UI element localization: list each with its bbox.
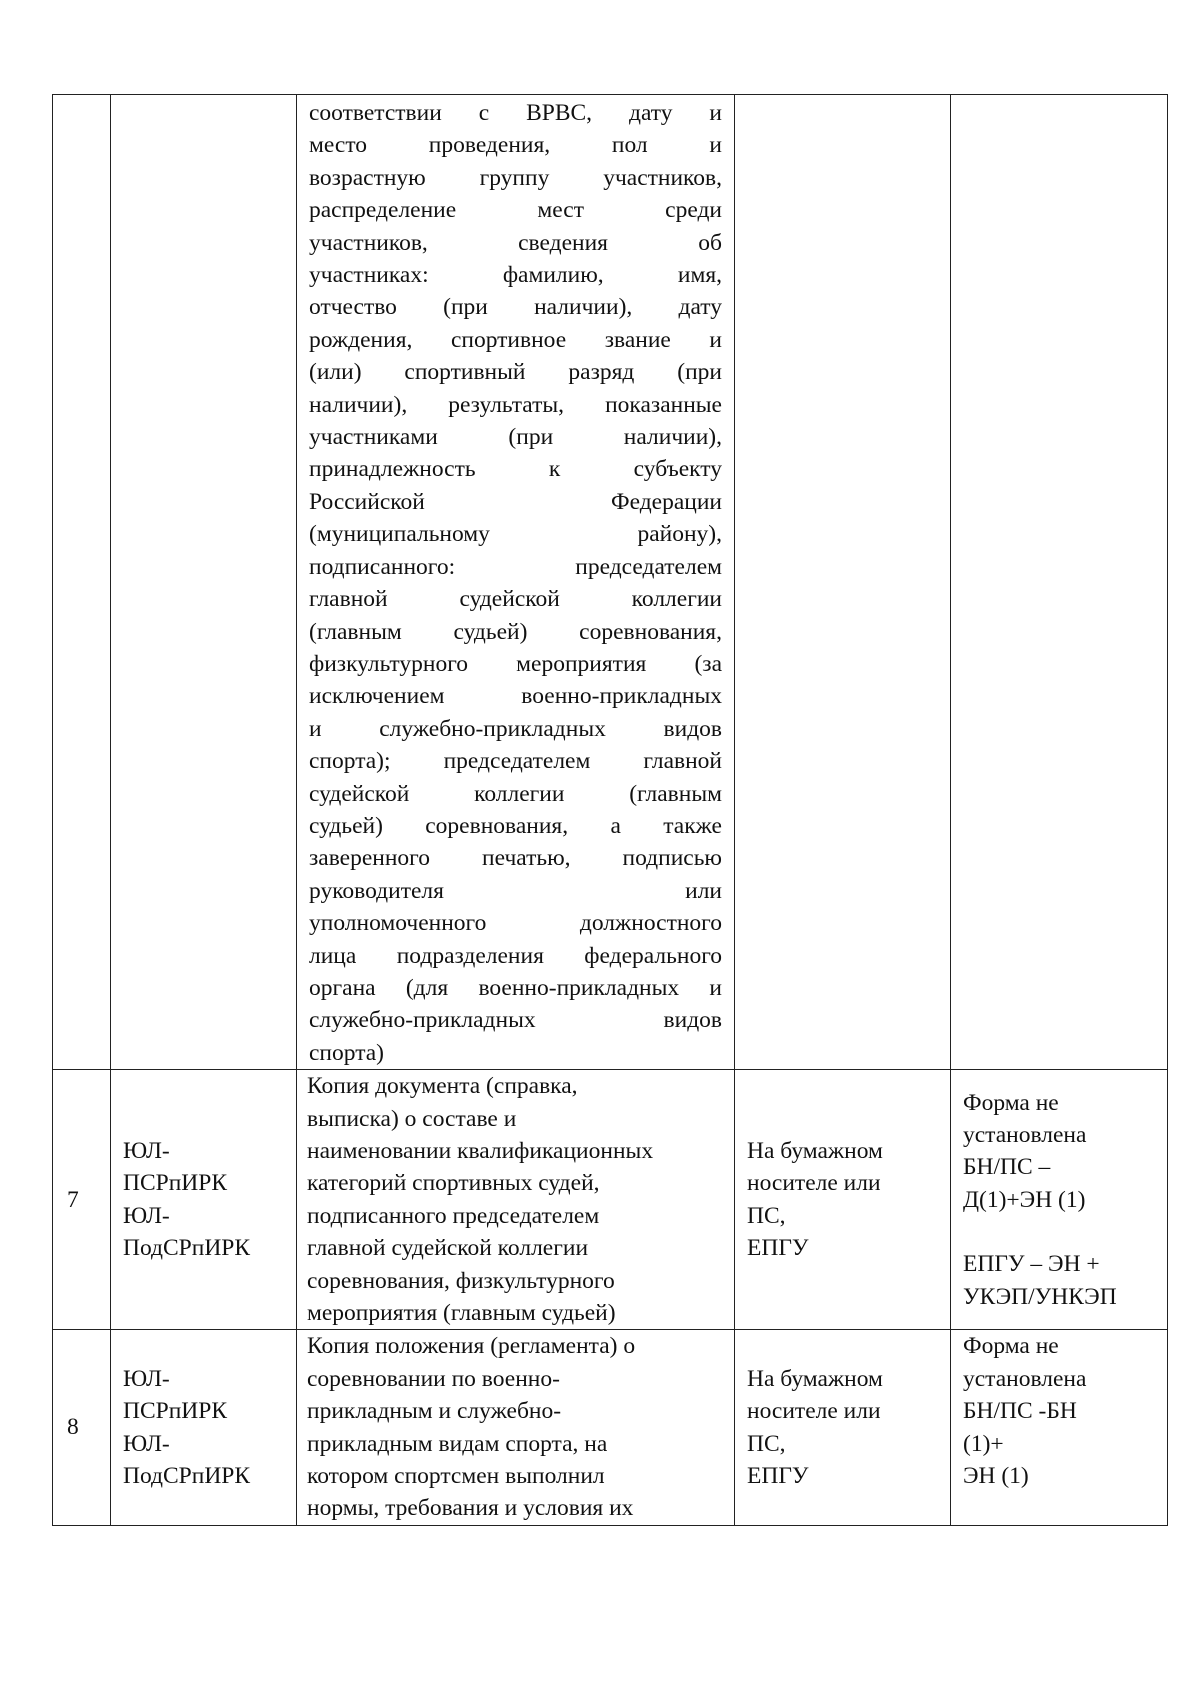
text-line: судьей) соревнования, а также [309, 812, 722, 839]
text-line: ЮЛ- [123, 1138, 170, 1164]
text-line: ПСРпИРК [123, 1170, 228, 1197]
text-line: ПодСРпИРК [123, 1463, 251, 1490]
text-line: котором спортсмен выполнил [307, 1463, 605, 1490]
text-line: БН/ПС – [963, 1154, 1051, 1181]
text-line: Копия положения (регламента) о [307, 1333, 636, 1360]
text-line: служебно-прикладных видов [309, 1007, 722, 1034]
text-line: соревновании по военно- [307, 1365, 560, 1392]
text-line: нормы, требования и условия их [307, 1495, 634, 1522]
text-line: ЮЛ- [123, 1365, 170, 1392]
text-line: носителе или [747, 1170, 881, 1197]
text-line: категорий спортивных судей, [307, 1170, 600, 1197]
requirements-table [52, 94, 1168, 1526]
table-row [53, 1330, 1168, 1525]
text-line: наименовании квалификационных [307, 1138, 654, 1164]
text-line: физкультурного мероприятия (за [309, 650, 722, 677]
text-line: ЕПГУ [747, 1463, 809, 1490]
text-line: выписка) о составе и [307, 1105, 517, 1132]
text-line: исключением военно-прикладных [309, 683, 722, 710]
text-line: Форма не [963, 1333, 1059, 1360]
text-line: судейской коллегии (главным [309, 780, 722, 807]
text-line: главной судейской коллегии [307, 1235, 589, 1262]
text-line: соответствии с ВРВС, дату и [309, 100, 722, 126]
text-line: ПСРпИРК [123, 1398, 228, 1425]
text-line: уполномоченного должностного [309, 910, 722, 937]
text-line: участников, сведения об [309, 229, 722, 256]
text-line: возрастную группу участников, [309, 164, 722, 191]
text-line: участниках: фамилию, имя, [309, 262, 722, 289]
text-line: распределение мест среди [309, 197, 722, 224]
carrier-cell [735, 1070, 951, 1330]
text-line: ЮЛ- [123, 1202, 170, 1229]
text-line: прикладным видам спорта, на [307, 1430, 608, 1457]
text-line: и служебно-прикладных видов [309, 715, 722, 742]
text-line: подписанного председателем [307, 1202, 600, 1229]
text-line: УКЭП/УНКЭП [963, 1283, 1117, 1310]
text-line: установлена [963, 1365, 1087, 1392]
table-row [53, 95, 1168, 1070]
text-line: руководителя или [309, 877, 722, 904]
text-line: (1)+ [963, 1430, 1004, 1457]
form-cell [951, 1070, 1168, 1330]
text-line: прикладным и служебно- [307, 1398, 562, 1425]
text-line: ЕПГУ – ЭН + [963, 1251, 1100, 1278]
text-line: Российской Федерации [309, 488, 722, 515]
text-line: наличии), результаты, показанные [309, 391, 722, 418]
text-line: ПС, [747, 1202, 786, 1229]
text-line: отчество (при наличии), дату [309, 294, 722, 321]
applicant-cell [111, 1330, 297, 1525]
table-row [53, 1070, 1168, 1330]
text-line: носителе или [747, 1398, 881, 1425]
text-line: Форма не [963, 1089, 1059, 1116]
text-line: спорта); председателем главной [309, 748, 722, 775]
text-line: Копия документа (справка, [307, 1073, 578, 1100]
document-description-cell [297, 1330, 735, 1525]
text-line [963, 1216, 1167, 1248]
text-line: лица подразделения федерального [309, 942, 722, 969]
text-line: ПодСРпИРК [123, 1235, 251, 1262]
text-line: органа (для военно-прикладных и [309, 974, 722, 1001]
carrier-cell [735, 95, 951, 1070]
text-line: ПС, [747, 1430, 786, 1457]
row-number: 8 [53, 1330, 111, 1525]
number-cell [53, 95, 111, 1070]
applicant-cell [111, 95, 297, 1070]
text-line: Д(1)+ЭН (1) [963, 1186, 1086, 1213]
text-line: БН/ПС -БН [963, 1398, 1077, 1425]
text-line: ЮЛ- [123, 1430, 170, 1457]
text-line: (муниципальному району), [309, 521, 722, 548]
form-cell [951, 95, 1168, 1070]
text-line: рождения, спортивное звание и [309, 326, 722, 353]
text-line: главной судейской коллегии [309, 586, 722, 613]
applicant-cell [111, 1070, 297, 1330]
text-line: (или) спортивный разряд (при [309, 359, 722, 386]
text-line: На бумажном [747, 1365, 883, 1392]
text-line: мероприятия (главным судьей) [307, 1300, 616, 1327]
text-line: заверенного печатью, подписью [309, 845, 722, 872]
row-number: 7 [53, 1070, 111, 1330]
document-description-cell [297, 1070, 735, 1330]
text-line: ЭН (1) [963, 1463, 1029, 1490]
text-line: установлена [963, 1122, 1087, 1148]
text-line: принадлежность к субъекту [309, 456, 722, 483]
text-line: участниками (при наличии), [309, 424, 722, 451]
text-line: подписанного: председателем [309, 553, 722, 580]
carrier-cell [735, 1330, 951, 1525]
document-description-cell [297, 95, 735, 1070]
text-line: (главным судьей) соревнования, [309, 618, 722, 645]
text-line: На бумажном [747, 1138, 883, 1164]
form-cell [951, 1330, 1168, 1525]
text-line: спорта) [309, 1039, 385, 1066]
text-line: соревнования, физкультурного [307, 1267, 615, 1294]
text-line: ЕПГУ [747, 1235, 809, 1262]
text-line: место проведения, пол и [309, 132, 722, 159]
